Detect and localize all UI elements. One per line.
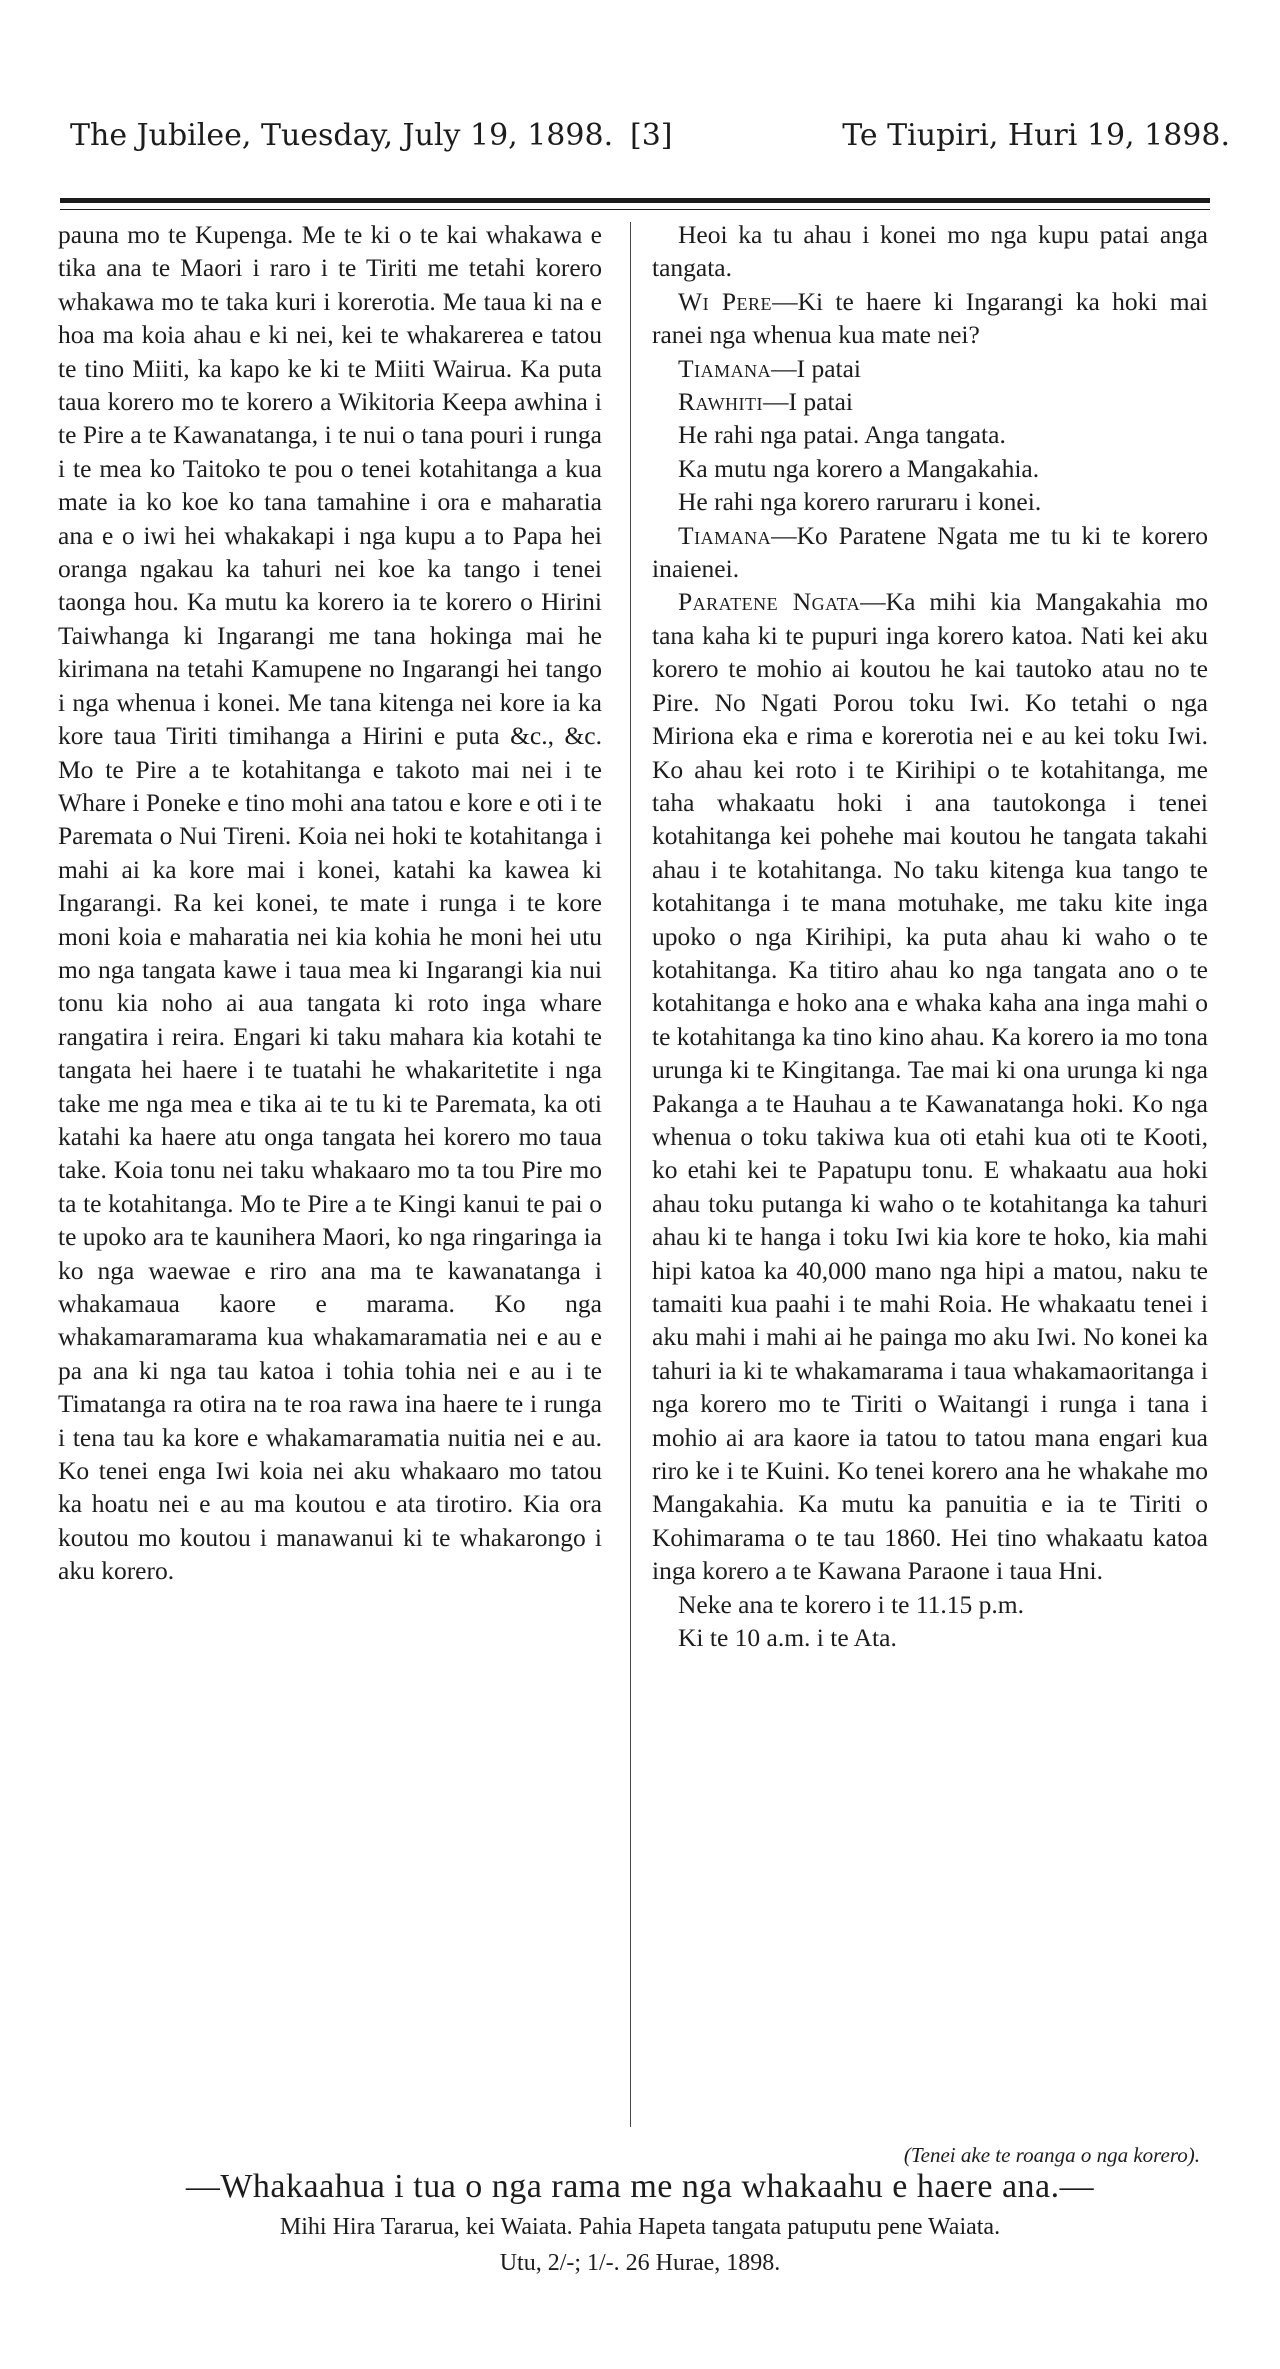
speaker-name: Tiamana	[678, 353, 772, 383]
page-header	[40, 118, 1240, 178]
right-paragraph-2	[652, 285, 1208, 352]
notice-details: Mihi Hira Tararua, kei Waiata. Pahia Hapeta tangata patuputu pene Waiata.	[279, 2214, 1001, 2240]
right-paragraph-5: He rahi nga patai. Anga tangata.	[678, 420, 1006, 450]
page-number: [3]	[630, 118, 673, 153]
continued-note: (Tenei ake te roanga o nga korero).	[903, 2143, 1200, 2167]
right-paragraph-7: He rahi nga korero raruraru i konei.	[678, 487, 1042, 517]
notice-price-date: Utu, 2/-; 1/-. 26 Hurae, 1898.	[499, 2250, 781, 2276]
header-rule-thick	[60, 198, 1210, 203]
speaker-name: Paratene Ngata	[678, 587, 861, 617]
header-rule-thin	[60, 209, 1210, 210]
header-english-date: The Jubilee, Tuesday, July 19, 1898.	[70, 118, 614, 153]
speaker-name: Rawhiti	[678, 387, 764, 417]
resume-line: Ki te 10 a.m. i te Ata.	[678, 1623, 897, 1653]
right-paragraph-1: Heoi ka tu ahau i konei mo nga kupu patai anga tangata.	[652, 220, 1208, 283]
speech-text: —Ki te haere ki Ingarangi ka hoki mai ranei nga whenua kua mate nei?	[652, 286, 1209, 350]
speech-text: —Ko Paratene Ngata me tu ki te korero inaienei.	[652, 520, 1208, 584]
header-maori-date: Te Tiupiri, Huri 19, 1898.	[842, 118, 1230, 153]
right-paragraph-6: Ka mutu nga korero a Mangakahia.	[678, 453, 1040, 483]
right-paragraph-4	[652, 385, 1208, 418]
notice-headline: —Whakaahua i tua o nga rama me nga whakaahu e haere ana.—	[185, 2168, 1095, 2205]
right-paragraph-3	[652, 352, 1208, 385]
column-divider	[630, 222, 631, 2127]
speech-text: —I patai	[771, 353, 862, 383]
right-column	[652, 218, 1208, 1654]
right-paragraph-8	[652, 519, 1208, 586]
left-column	[58, 218, 602, 1588]
left-column-paragraph: pauna mo te Kupenga. Me te ki o te kai whakawa e tika ana te Maori i raro i te Tiriti me tetahi korero whakawa mo te taka kuri i korerotia. Me taua ki na e hoa ma koia ahau e ki nei, kei te whakarerea e tatou te tino Miiti, ka kapo ke ki te Miiti Wairua. Ka puta taua korero mo te korero a Wikitoria Keepa awhina i te Pire a te Kawanatanga, i te nui o tana pouri i runga i te mea ko Taitoko te pou o tenei kotahitanga a kua mate ia ko koe ko tana tamahine i ora e maharatia ana e o iwi hei whakakapi i nga kupu a to Papa hei oranga ngakau ka tahuri nei koe ka tango i tenei taonga hou. Ka mutu ka korero ia te korero o Hirini Taiwhanga ki Ingarangi me tana hokinga mai he kirimana na tetahi Kamupene no Ingarangi hei tango i nga whenua i konei. Me tana kitenga nei kore ia ka kore taua Tiriti timihanga a Hirini e puta &c., &c. Mo te Pire a te kotahitanga e takoto mai nei i te Whare i Poneke e tino mohi ana tatou e kore e oti i te Paremata o Nui Tireni. Koia nei hoki te kotahitanga i mahi ai ka kore mai i konei, katahi ka kawea ki Ingarangi. Ra kei konei, te mate i runga i te kore moni koia e maharatia nei kia kohia he moni hei utu mo nga tangata kawe i taua mea ki Ingarangi kia nui tonu kia noho ai aua tangata ki roto inga whare rangatira i reira. Engari ki taku mahara kia kotahi te tangata hei haere i te tuatahi he whakaritetite i nga take me nga mea e tika ai te tu ki te Paremata, ka oti katahi ka haere atu onga tangata hei korero mo taua take. Koia tonu nei taku whakaaro mo ta tou Pire mo ta te kotahitanga. Mo te Pire a te Kingi kanui te pai o te upoko ara te kaunihera Maori, ko nga ringaringa ia ko nga waewae e riro ana ma te kawanatanga i whakamaua kaore e marama. Ko nga whakamaramarama kua whakamaramatia nei e au e pa ana ki nga tau katoa i tohia tohia nei e au i te Timatanga ra otira na te roa rawa ina haere te i runga i tena tau ka kore e whakamaramatia nuitia nei e au. Ko tenei enga Iwi koia nei aku whakaaro mo tatou ka hoatu nei e au ma koutou e ata tirotiro. Kia ora koutou mo koutou i manawanui ki te whakarongo i aku korero.	[58, 220, 602, 1586]
adjournment-line: Neke ana te korero i te 11.15 p.m.	[678, 1589, 1025, 1619]
speech-text: —Ka mihi kia Mangakahia mo tana kaha ki te pupuri inga korero katoa. Nati kei aku korero te mohio ai koutou he kai tautoko atau no te Pire. No Ngati Porou toku Iwi. Ko tetahi o nga Miriona eka e rima e korerotia nei e au kei toku Iwi. Ko ahau kei roto i te Kirihipi o te kotahitanga, me taha whakaatu hoki i ana tautokonga i tenei kotahitanga kei pohehe mai koutou he tangata takahi ahau i te kotahitanga. No taku kitenga kua tango te kotahitanga i te mana motuhake, me taku kite inga upoko o nga Kirihipi, ka puta ahau ki waho o te kotahitanga. Ka titiro ahau ko nga tangata ano o te kotahitanga e hoko ana e whaka kaha ana inga mahi o te kotahitanga ka tino kino ahau. Ka korero ia mo tona urunga ki te Kingitanga. Tae mai ki ona urunga ki nga Pakanga a te Hauhau a te Kawanatanga hoki. Ko nga whenua o toku takiwa kua oti etahi kua oti te Kooti, ko etahi kei te Papatupu tonu. E whakaatu aua hoki ahau toku putanga ki waho o te kotahitanga ka tahuri ahau ki te hanga i toku Iwi kia kore te hoko, kia mahi hipi katoa ka 40,000 mano nga hipi a matou, naku te tamaiti kua paahi i te mahi Roia. He whakaatu tenei i aku mahi i mahi ai he painga mo aku Iwi. No konei ka tahuri ia ki te whakamarama i taua whakamaoritanga i nga korero mo te Tiriti o Waitangi i runga i tana i mohio ai ara kaore ia tatou to tatou mana engari kua riro ke i te Kuini. Ko tenei korero ana he whakahe mo Mangakahia. Ka mutu ka panuitia e ia te Tiriti o Kohimarama o te tau 1860. Hei tino whakaatu katoa inga korero a te Kawana Paraone i taua Hni.	[652, 587, 1208, 1586]
right-paragraph-9	[652, 585, 1208, 1587]
speech-text: —I patai	[763, 387, 853, 417]
speaker-name: Tiamana	[678, 520, 772, 550]
speaker-name: Wi Pere	[678, 286, 773, 316]
